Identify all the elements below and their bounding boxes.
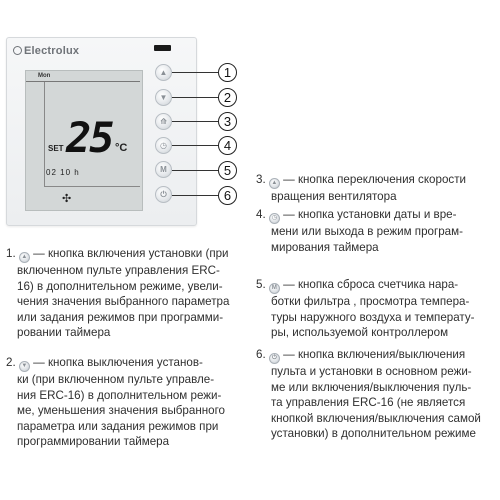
down-arrow-icon[interactable]: ▼ (155, 89, 172, 106)
description-line: чения значения выбранного параметра (17, 295, 230, 309)
up-arrow-icon: ▲ (19, 252, 30, 263)
description-line: 16) в дополнительном режиме, увели- (17, 279, 223, 293)
down-arrow-icon: ▼ (19, 361, 30, 372)
description-line: пульта и установки в основном режи- (271, 365, 472, 378)
description-line: ровании таймера (17, 326, 111, 340)
up-arrow-icon[interactable]: ▲ (155, 64, 172, 81)
description-line: 4. ◷ — кнопка установки даты и вре- (256, 207, 463, 224)
clock-icon: ◷ (269, 213, 280, 224)
description-line: параметра или задания режимов при (17, 419, 219, 433)
lcd-temperature: 25 (66, 113, 113, 162)
description-line: ки (при включенном пульте управле- (17, 373, 215, 386)
fan-speed-icon: ▲ (269, 178, 280, 189)
lcd-divider-left (44, 82, 45, 186)
description-line: ния ERC-16) в дополнительном режи- (17, 388, 222, 402)
description-line: та управления ERC-16 (не является (271, 396, 466, 410)
description-line: 3. ▲ — кнопка переключения скорости (256, 172, 466, 189)
callout-number-5: 5 (218, 161, 237, 180)
description-line: вращения вентилятора (271, 190, 397, 203)
item-number: 2. (6, 356, 16, 369)
description-line: ме или включения/выключения пуль- (271, 380, 472, 394)
power-icon: ⏻ (269, 353, 280, 364)
item-number: 5. (256, 278, 266, 291)
power-icon[interactable]: ⏻ (155, 186, 172, 203)
description-line: или задания режимов при программи- (17, 310, 224, 324)
callout-line-6 (172, 195, 218, 196)
callout-line-2 (172, 97, 218, 98)
description-item-2 (6, 355, 225, 450)
description-item-3 (256, 172, 466, 205)
callout-number-4: 4 (218, 136, 237, 155)
description-item-5 (256, 277, 475, 341)
description-line: мирования таймера (271, 240, 379, 254)
callout-line-5 (172, 170, 218, 171)
description-line: установки) в дополнительном режиме (271, 427, 476, 441)
description-line: 1. ▲ — кнопка включения установки (при (6, 246, 229, 263)
callout-number-1: 1 (218, 63, 237, 82)
description-item-6 (256, 347, 481, 442)
fan-icon: ✣ (62, 193, 72, 205)
lcd-divider-bottom (44, 186, 140, 187)
brand-name: Electrolux (24, 45, 80, 57)
callout-line-3 (172, 121, 218, 122)
description-line: 2. ▼ — кнопка выключения установ- (6, 355, 225, 372)
mode-m-icon: M (269, 283, 280, 294)
description-line: программировании таймера (17, 435, 170, 449)
clock-icon[interactable]: ◷ (155, 137, 172, 154)
item-number: 4. (256, 208, 266, 221)
lcd-temperature-unit: °C (115, 142, 128, 154)
lcd-day: Mon (38, 73, 51, 79)
description-line: ме, уменьшения значения выбранного (17, 404, 225, 418)
callout-number-6: 6 (218, 186, 237, 205)
description-item-4 (256, 207, 463, 255)
description-line: ры, используемой контроллером (271, 326, 449, 340)
callout-number-2: 2 (218, 88, 237, 107)
lcd-timer: 02 10 h (46, 168, 80, 177)
callout-line-1 (172, 72, 218, 73)
description-line: ботки фильтра , просмотра темпера- (271, 295, 470, 308)
brand-logo (13, 45, 79, 57)
item-number: 3. (256, 173, 266, 186)
description-line: 6. ⏻ — кнопка включения/выключения (256, 347, 481, 364)
description-line: кнопкой включения/выключения самой (271, 411, 481, 425)
item-number: 1. (6, 247, 16, 260)
description-line: мени или выхода в режим програм- (271, 225, 463, 238)
description-line: 5. M — кнопка сброса счетчика нара- (256, 277, 475, 294)
callout-number-3: 3 (218, 112, 237, 131)
description-item-1 (6, 246, 229, 341)
item-number: 6. (256, 348, 266, 361)
description-line: туры наружного воздуха и температу- (271, 310, 475, 324)
callout-line-4 (172, 145, 218, 146)
mode-m-icon[interactable]: M (155, 161, 172, 178)
indicator-slot (154, 45, 171, 51)
fan-speed-icon[interactable]: ⟰ (155, 113, 172, 130)
description-line: включенном пульте управления ERC- (17, 264, 220, 277)
lcd-set-label: SET (48, 144, 64, 153)
electrolux-logo-icon (13, 46, 22, 55)
